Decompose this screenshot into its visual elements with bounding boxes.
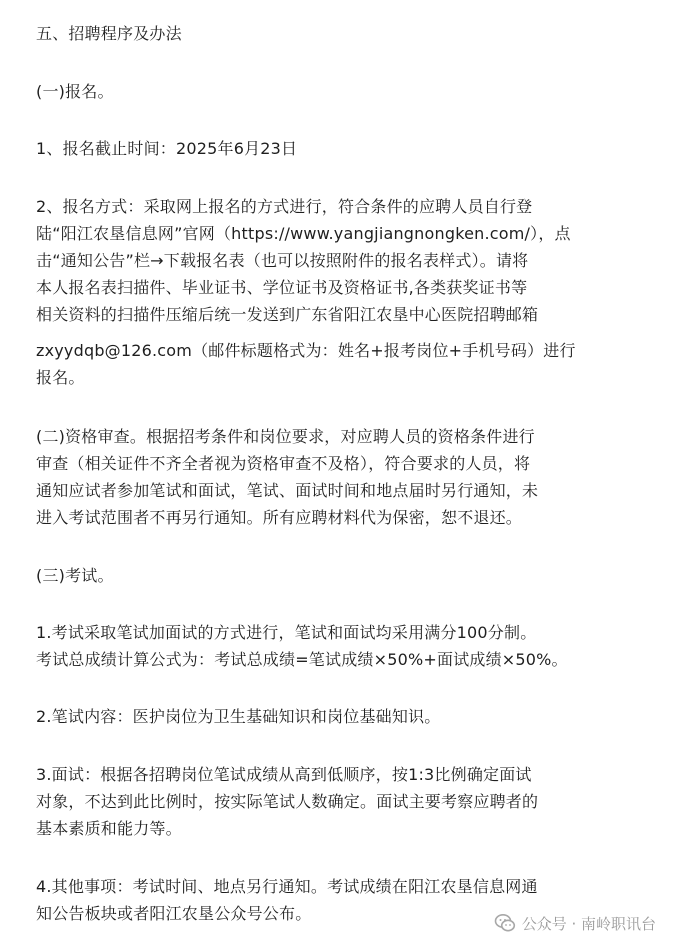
paragraph-line: (二)资格审查。根据招考条件和岗位要求，对应聘人员的资格条件进行 [36, 427, 535, 446]
paragraph-line: zxyydqb@126.com（邮件标题格式为：姓名+报考岗位+手机号码）进行 [36, 341, 576, 360]
paragraph-line: 进入考试范围者不再另行通知。所有应聘材料代为保密，恕不退还。 [36, 508, 523, 527]
subsection-heading-registration: (一)报名。 [36, 82, 114, 101]
paragraph-line: 4.其他事项：考试时间、地点另行通知。考试成绩在阳江农垦信息网通 [36, 877, 538, 896]
subsection-heading-exam: (三)考试。 [36, 566, 114, 585]
paragraph-line: 2、报名方式：采取网上报名的方式进行，符合条件的应聘人员自行登 [36, 197, 533, 216]
section-heading: 五、招聘程序及办法 [36, 24, 182, 43]
paragraph-line: 2.笔试内容：医护岗位为卫生基础知识和岗位基础知识。 [36, 707, 441, 726]
paragraph-line: 相关资料的扫描件压缩后统一发送到广东省阳江农垦中心医院招聘邮箱 [36, 305, 539, 324]
paragraph-line: 3.面试：根据各招聘岗位笔试成绩从高到低顺序，按1:3比例确定面试 [36, 765, 532, 784]
paragraph-line: 审查（相关证件不齐全者视为资格审查不及格），符合要求的人员，将 [36, 454, 531, 473]
paragraph-line: 报名。 [36, 368, 85, 387]
account-watermark [494, 910, 656, 936]
paragraph-line: 知公告板块或者阳江农垦公众号公布。 [36, 904, 312, 923]
paragraph-line: 基本素质和能力等。 [36, 819, 182, 838]
paragraph-line: 1、报名截止时间：2025年6月23日 [36, 139, 298, 158]
paragraph-line: 对象，不达到此比例时，按实际笔试人数确定。面试主要考察应聘者的 [36, 792, 539, 811]
watermark-label: 公众号 · 南岭职讯台 [521, 914, 656, 933]
paragraph-line: 考试总成绩计算公式为：考试总成绩=笔试成绩×50%+面试成绩×50%。 [36, 650, 568, 669]
paragraph-line: 通知应试者参加笔试和面试，笔试、面试时间和地点届时另行通知，未 [36, 481, 539, 500]
paragraph-line: 击“通知公告”栏→下载报名表（也可以按照附件的报名表样式）。请将 [36, 251, 529, 270]
wechat-icon [494, 912, 516, 934]
paragraph-line: 本人报名表扫描件、毕业证书、学位证书及资格证书,各类获奖证书等 [36, 278, 528, 297]
paragraph-line: 1.考试采取笔试加面试的方式进行，笔试和面试均采用满分100分制。 [36, 623, 537, 642]
paragraph-line: 陆“阳江农垦信息网”官网（https://www.yangjiangnongken.com/），点 [36, 224, 571, 243]
